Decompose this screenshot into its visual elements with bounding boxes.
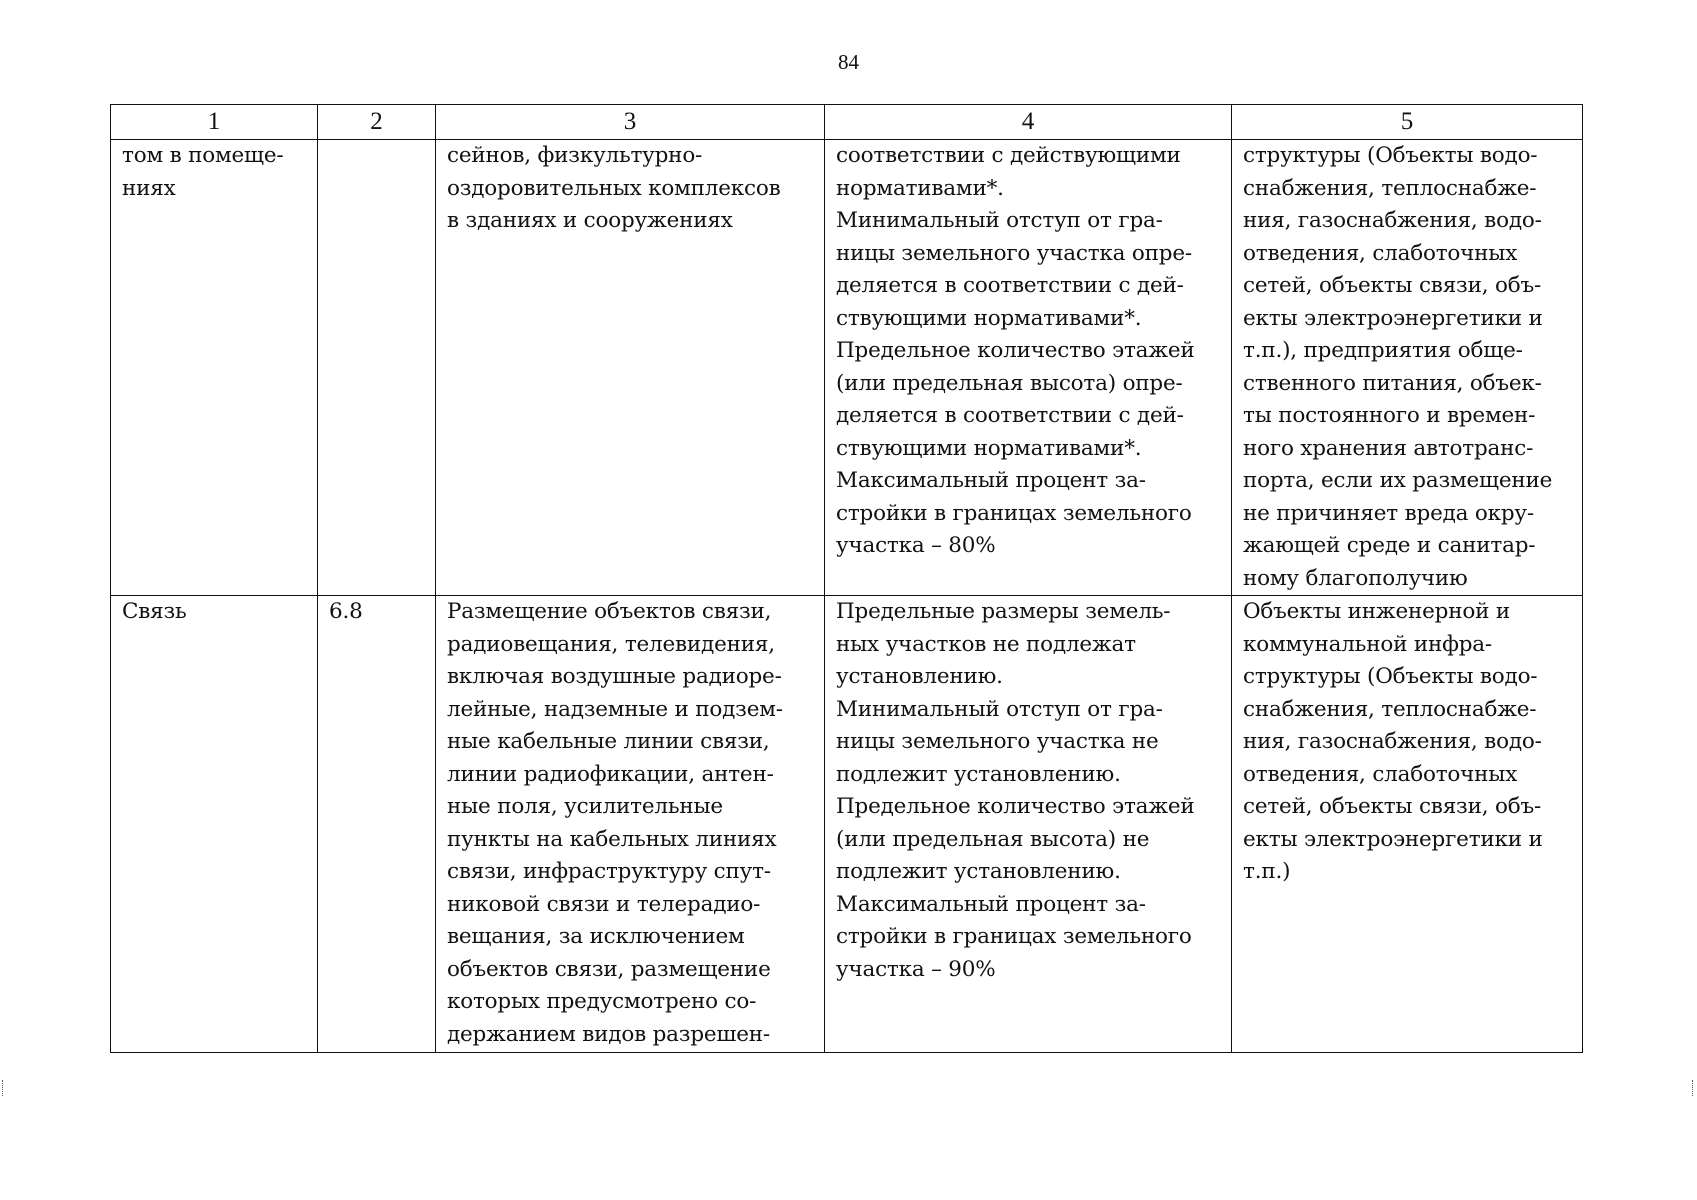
cell-use-name: том в помеще- ниях (111, 140, 318, 596)
column-header-3: 3 (436, 105, 825, 140)
cell-parameters: соответствии с действующими нормативами*. Минимальный отступ от гра- ницы земельного участка опре- деляется в соответствии с дей- ствующими нормативами*. Предельное количество этажей (или предельная высота) опре- деляется в соответствии с дей- ствующими нормативами*. Максимальный процент за- стройки в границах земельного участка – 80% (825, 140, 1232, 596)
column-header-1: 1 (111, 105, 318, 140)
cell-use-description: Размещение объектов связи, радиовещания, телевидения, включая воздушные радиоре- лейные, надземные и подзем- ные кабельные линии связи, линии радиофикации, антен- ные поля, усилительные пункты на кабельных линиях связи, инфраструктуру спут- никовой связи и телерадио- вещания, за исключением объектов связи, размещение которых предусмотрено со- держанием видов разрешен- (436, 596, 825, 1053)
table-header-row (111, 105, 1583, 140)
cell-use-name: Связь (111, 596, 318, 1053)
column-header-4: 4 (825, 105, 1232, 140)
cell-parameters: Предельные размеры земель- ных участков не подлежат установлению. Минимальный отступ от гра- ницы земельного участка не подлежит установлению. Предельное количество этажей (или предельная высота) не подлежит установлению. Максимальный процент за- стройки в границах земельного участка – 90% (825, 596, 1232, 1053)
page-number: 84 (838, 50, 859, 74)
cell-auxiliary-uses: Объекты инженерной и коммунальной инфра- структуры (Объекты водо- снабжения, теплоснабже- ния, газоснабжения, водо- отведения, слаботочных сетей, объекты связи, объ- екты электроэнергетики и т.п.) (1232, 596, 1583, 1053)
table-row (111, 140, 1583, 596)
cell-use-code (318, 140, 436, 596)
scan-margin-mark-right (1692, 1080, 1695, 1096)
cell-use-code: 6.8 (318, 596, 436, 1053)
column-header-2: 2 (318, 105, 436, 140)
zoning-table (110, 104, 1583, 1053)
cell-auxiliary-uses: структуры (Объекты водо- снабжения, теплоснабже- ния, газоснабжения, водо- отведения, слаботочных сетей, объекты связи, объ- екты электроэнергетики и т.п.), предприятия обще- ственного питания, объек- ты постоянного и времен- ного хранения автотранс- порта, если их размещение не причиняет вреда окру- жающей среде и санитар- ному благополучию (1232, 140, 1583, 596)
cell-use-description: сейнов, физкультурно- оздоровительных комплексов в зданиях и сооружениях (436, 140, 825, 596)
scan-margin-mark-left (2, 1080, 5, 1096)
table-row (111, 596, 1583, 1053)
column-header-5: 5 (1232, 105, 1583, 140)
